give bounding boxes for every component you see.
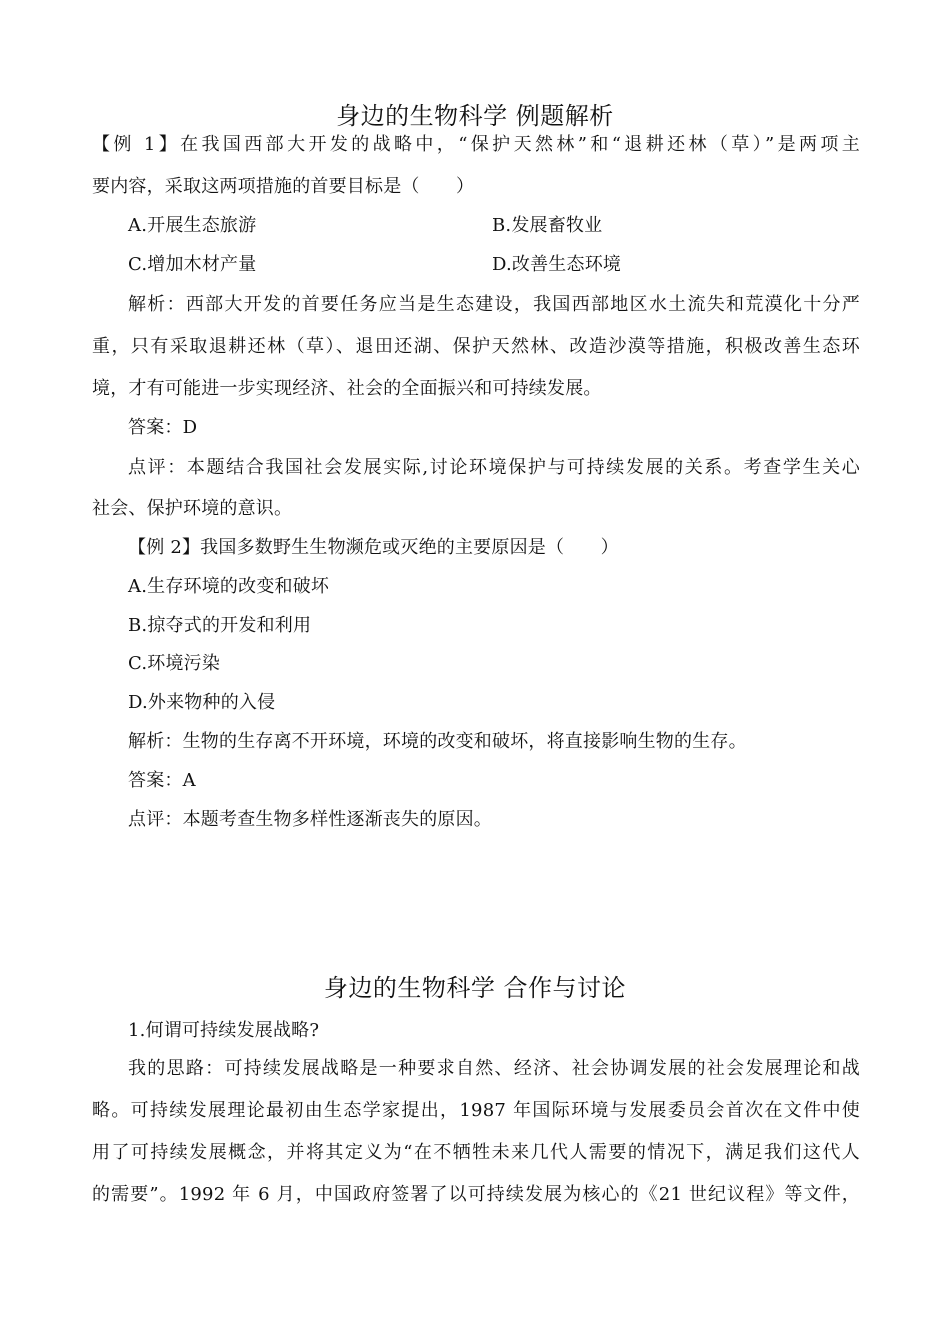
q2-option-c: C.环境污染 <box>128 653 221 674</box>
q1-analysis-line1: 解析：西部大开发的首要任务应当是生态建设，我国西部地区水土流失和荒漠化十分严 <box>128 294 860 315</box>
section-title-examples: 身边的生物科学 例题解析 <box>336 102 614 130</box>
discussion-paragraph-line2: 略。可持续发展理论最初由生态学家提出，1987 年国际环境与发展委员会首次在文件中使 <box>92 1100 860 1121</box>
q1-option-c: C.增加木材产量 <box>128 254 257 275</box>
q1-option-a: A.开展生态旅游 <box>128 215 257 236</box>
discussion-paragraph-line4: 的需要”。1992 年 6 月，中国政府签署了以可持续发展为核心的《21 世纪议程》等文件， <box>92 1184 860 1205</box>
q2-comment: 点评：本题考查生物多样性逐渐丧失的原因。 <box>128 809 492 830</box>
q1-stem-line2: 要内容，采取这两项措施的首要目标是（ ） <box>92 176 475 197</box>
q2-answer: 答案：A <box>128 770 196 791</box>
discussion-question: 1.何谓可持续发展战略? <box>128 1020 320 1041</box>
q1-option-d: D.改善生态环境 <box>492 254 622 275</box>
q2-stem: 【例 2】我国多数野生生物濒危或灭绝的主要原因是（ ） <box>128 537 619 558</box>
discussion-paragraph-line1: 我的思路：可持续发展战略是一种要求自然、经济、社会协调发展的社会发展理论和战 <box>128 1058 860 1079</box>
section-title-discussion: 身边的生物科学 合作与讨论 <box>323 974 627 1002</box>
q2-option-b: B.掠夺式的开发和利用 <box>128 615 312 636</box>
q1-comment-line1: 点评：本题结合我国社会发展实际,讨论环境保护与可持续发展的关系。考查学生关心 <box>128 457 860 478</box>
q1-comment-line2: 社会、保护环境的意识。 <box>92 498 293 519</box>
q1-stem-line1: 【例 1】在我国西部大开发的战略中，“保护天然林”和“退耕还林（草）”是两项主 <box>92 134 860 155</box>
q1-option-b: B.发展畜牧业 <box>492 215 603 236</box>
q1-analysis-line2: 重，只有采取退耕还林（草）、退田还湖、保护天然林、改造沙漠等措施，积极改善生态环 <box>92 336 860 357</box>
q2-option-a: A.生存环境的改变和破坏 <box>128 576 330 597</box>
q1-answer: 答案：D <box>128 417 198 438</box>
q2-option-d: D.外来物种的入侵 <box>128 692 276 713</box>
discussion-paragraph-line3: 用了可持续发展概念，并将其定义为“在不牺牲未来几代人需要的情况下，满足我们这代人 <box>92 1142 860 1163</box>
q1-analysis-line3: 境，才有可能进一步实现经济、社会的全面振兴和可持续发展。 <box>92 378 602 399</box>
q2-analysis: 解析：生物的生存离不开环境，环境的改变和破坏，将直接影响生物的生存。 <box>128 731 747 752</box>
